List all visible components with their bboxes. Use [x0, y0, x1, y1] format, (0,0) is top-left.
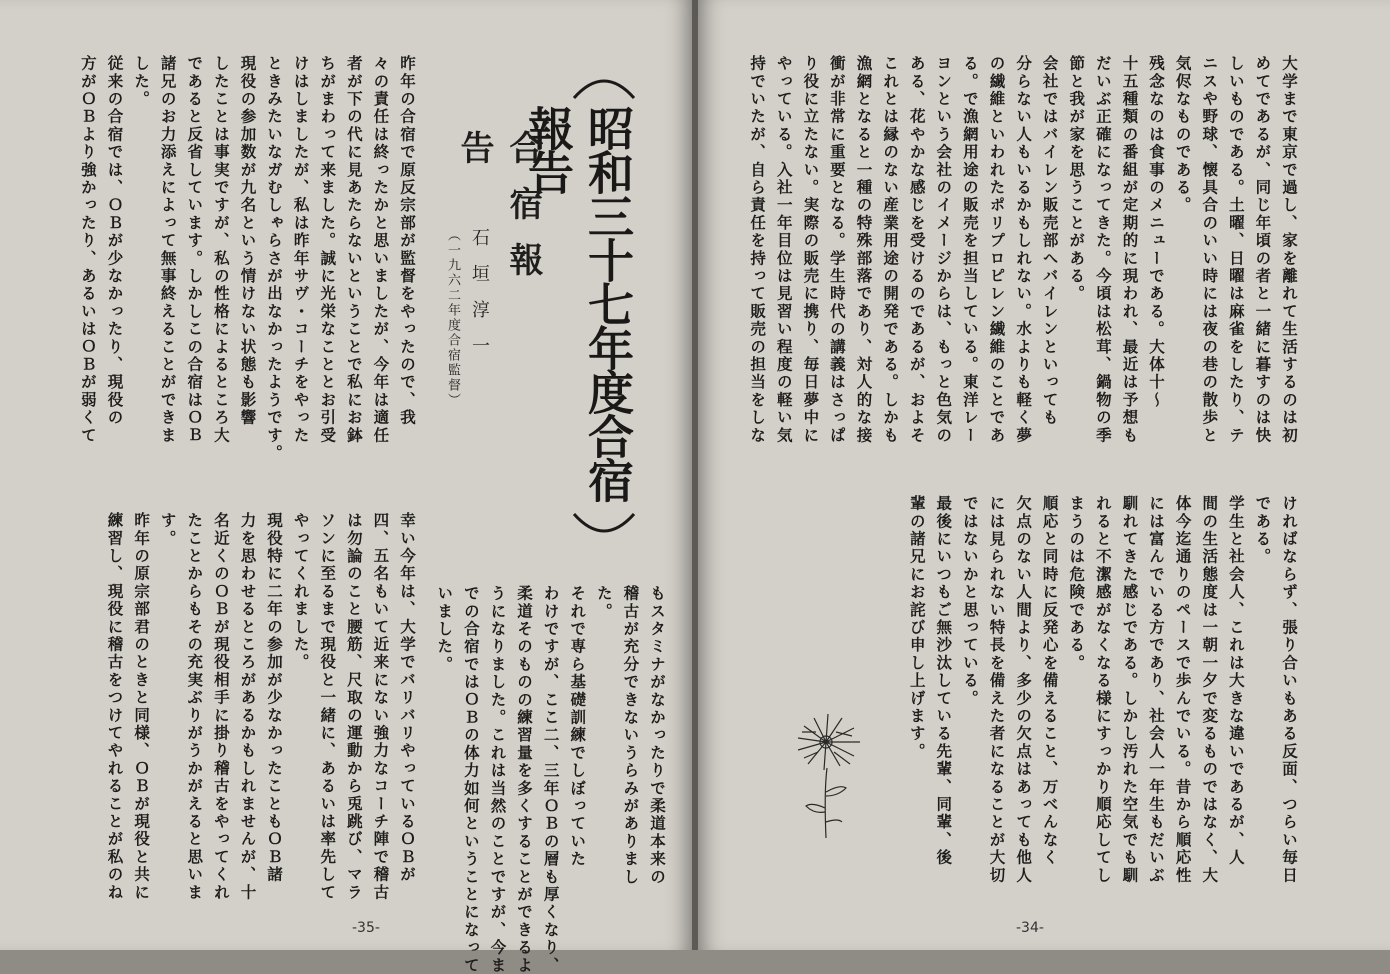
article-title: 昭和三十七年度合宿報告	[521, 105, 635, 501]
chrysanthemum-icon	[794, 712, 866, 840]
right-page	[698, 0, 1390, 950]
author-note: （一九六二年度合宿監督）	[445, 228, 460, 408]
title-bracket-close-icon	[568, 512, 640, 552]
left-page	[0, 0, 692, 974]
title-block	[521, 60, 648, 560]
subtitle: 合宿報告	[454, 130, 543, 298]
page-number: -34-	[1016, 920, 1044, 936]
body-text-block-a: 昨年の合宿で原反宗部が監督をやったので、我 々の責任は終ったかと思いましたが、今年は適任 者が下の代に見あたらないということで私にお鉢 ちがまわって来ました。誠に光栄なこととお引受 けはしましたが、私は昨年サヴ・コーチをやった ときみたいなガむしゃらさが出なかったようです。 現役の参加数が九名という情けない状態も影響 したことは事実ですが、私の性格によるところ大 であると反省しています。しかしこの合宿はＯＢ 諸兄のお力添えによって無事終えることができま した。 従来の合宿では、ＯＢが少なかったり、現役の 方がＯＢより強かったり、あるいはＯＢが弱くて	[78, 55, 416, 463]
title-bracket-open-icon	[568, 60, 640, 100]
body-text-block-a: 大学まで東京で過し、家を離れて生活するのは初 めてであるが、同じ年頃の者と一緒に暮すのは快 しいものである。土曜、日曜は麻雀をしたり、テ ニスや野球、懐具合のいい時には夜の巷の散歩と 気侭なものである。 残念なのは食事のメニューである。大体十～ 十五種類の番組が定期的に現われ、最近は予想も だいぶ正確になってきた。今頃は松茸、鍋物の季 節と我が家を思うことがある。 会社ではバイレン販売部へバイレンといっても 分らない人もいるかもしれない。水よりも軽く夢 の繊維といわれたポリプロピレン繊維のことであ る。で漁網用途の販売を担当している。東洋レー ヨンという会社のイメージからは、もっと色気の ある、花やかな感じを受けるのであるが、およそ これとは縁のない産業用途の開発である。しかも 漁網となると一種の特殊部落であり、対人的な接 衝が非常に重要となる。学生時代の講義はさっぱ り役に立たない。実際の販売に携り、毎日夢中に やっている。入社一年目位は見習い程度の軽い気 持でいたが、自ら責任を持って販売の担当をしな	[748, 55, 1298, 445]
body-text-block-c: もスタミナがなかったりで柔道本来の 稽古が充分できないうらみがありまし た。 それで専ら基礎訓練でしぼっていた わけですが、ここ二、三年ＯＢの層も厚くなり、 柔道そのものの練習量を多くすることができるよ うになりました。これは当然のことですが、今ま での合宿ではＯＢの体力如何ということになって いました。	[435, 585, 666, 974]
page-number: -35-	[352, 920, 380, 936]
author-name: 石垣淳一	[469, 228, 490, 372]
body-text-block-b: 幸い今年は、大学でバリバリやっているＯＢが 四、五名もいて近来にない強力なコーチ陣で稽古 は勿論のこと腰筋、尺取の運動から兎跳び、マラ ソンに至るまで現役と一緒に、あるいは率先して やってくれました。 現役特に二年の参加が少なかったこともＯＢ諸 力を思わせるところがあるかもしれませんが、十 名近くのＯＢが現役相手に掛り稽古をやってくれ たことからもその充実ぶりがうかがえると思いま す。 昨年の原宗部君のときと同様、ＯＢが現役と共に 練習し、現役に稽古をつけてやれることが私のね	[105, 512, 416, 902]
body-text-block-b: ければならず、張り合いもある反面、つらい毎日 である。 学生と社会人、これは大きな違いであるが、人 間の生活態度は一朝一夕で変るものではなく、大 体今迄通りのペースで歩んでいる。昔から順応性 には富んでいる方であり、社会人一年生もだいぶ 馴れてきた感じである。しかし汚れた空気でも馴 れると不潔感がなくなる様にすっかり順応してし まうのは危険である。 順応と同時に反発心を備えること、万べんなく 欠点のない人間より、多少の欠点はあっても他人 には見られない特長を備えた者になることが大切 ではないかと思っている。 最後にいつもご無沙汰している先輩、同輩、後 輩の諸兄にお詫び申し上げます。	[907, 495, 1298, 885]
